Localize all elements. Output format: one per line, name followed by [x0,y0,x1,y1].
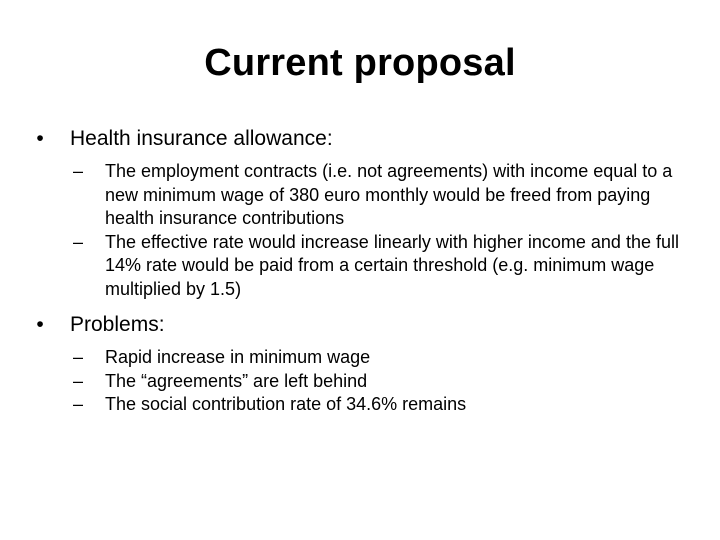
sub-list-health-insurance [70,160,690,301]
bullet-icon: • [36,313,44,336]
sub-list-problems [70,346,690,417]
bullet-text: Problems: [70,313,165,336]
sub-bullet-effective-rate [70,231,690,302]
dash-icon: – [73,394,84,414]
dash-icon: – [73,347,84,367]
bullet-health-insurance [30,126,690,152]
sub-bullet-text: The “agreements” are left behind [105,370,368,391]
sub-bullet-text: Rapid increase in minimum wage [105,347,371,367]
slide-body [30,126,690,417]
bullet-problems [30,312,690,338]
sub-bullet-text: The employment contracts (i.e. not agreements) with income equal to a new minimum wage of 380 euro monthly would be freed from paying health insurance contributions [105,161,673,228]
dash-icon: – [73,231,84,252]
sub-bullet-text: The social contribution rate of 34.6% remains [105,394,467,414]
sub-bullet-contribution-rate [70,393,690,417]
sub-bullet-agreements [70,370,690,394]
sub-bullet-minimum-wage [70,346,690,370]
dash-icon: – [73,370,84,391]
bullet-text: Health insurance allowance: [70,127,333,150]
dash-icon: – [73,161,84,181]
slide-title: Current proposal [204,42,516,84]
sub-bullet-text: The effective rate would increase linearly with higher income and the full 14% rate would be paid from a certain threshold (e.g. minimum wage multiplied by 1.5) [105,231,679,299]
sub-bullet-employment-contracts [70,160,690,231]
bullet-icon: • [36,127,44,150]
